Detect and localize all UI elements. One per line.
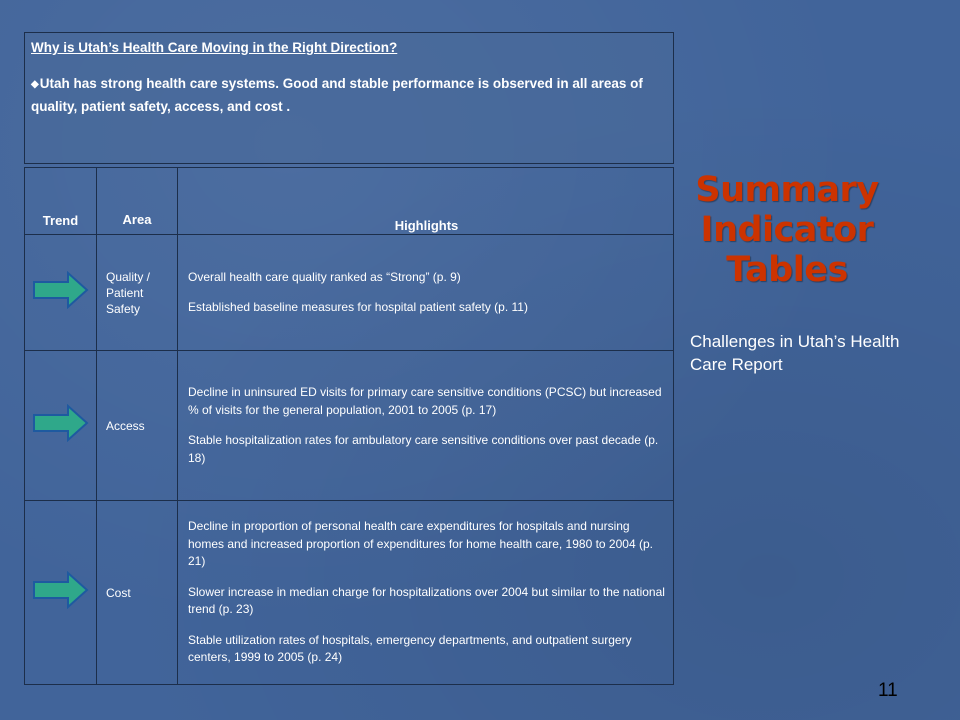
title-line: Indicator [700, 210, 874, 250]
title-line: Tables [726, 250, 848, 290]
trend-cell [25, 501, 97, 685]
highlight-item: Slower increase in median charge for hospitalizations over 2004 but similar to the national trend (p. 23) [188, 584, 665, 617]
slide-subtitle: Challenges in Utah’s Health Care Report [690, 332, 900, 374]
slide-title [692, 170, 882, 290]
table-row [25, 501, 674, 685]
area-cell: Cost [97, 501, 178, 685]
highlight-item: Overall health care quality ranked as “Strong” (p. 9) [188, 269, 461, 284]
highlight-item: Stable hospitalization rates for ambulatory care sensitive conditions over past decade (p. 18) [188, 433, 659, 465]
intro-heading: Why is Utah’s Health Care Moving in the Right Direction? [31, 40, 398, 55]
table-row [25, 235, 674, 351]
trend-cell [25, 235, 97, 351]
page-number: 11 [878, 680, 898, 701]
highlights-cell [178, 235, 674, 351]
diamond-bullet-icon: ◆ [31, 79, 39, 90]
area-cell: Access [97, 351, 178, 501]
right-arrow-icon [32, 404, 89, 442]
highlight-item: Stable utilization rates of hospitals, emergency departments, and outpatient surgery centers, 1999 to 2005 (p. 24) [188, 632, 632, 665]
highlights-cell [178, 351, 674, 501]
highlight-item: Decline in proportion of personal health care expenditures for hospitals and nursing homes and increased proportion of expenditures for home health care, 1980 to 2004 (p. 21) [188, 519, 653, 569]
highlight-item: Established baseline measures for hospital patient safety (p. 11) [188, 300, 528, 314]
intro-body [31, 73, 669, 117]
intro-body-text: Utah has strong health care systems. Good and stable performance is observed in all areas of quality, patient safety, access, and cost . [31, 76, 643, 114]
title-line: Summary [695, 170, 879, 210]
right-arrow-icon [32, 271, 89, 309]
right-arrow-icon [32, 571, 89, 609]
intro-box [24, 32, 674, 164]
highlight-item: Decline in uninsured ED visits for primary care sensitive conditions (PCSC) but increased % of visits for the general population, 2001 to 2005 (p. 17) [188, 385, 662, 417]
area-cell: Quality / Patient Safety [97, 235, 178, 351]
table-row [25, 351, 674, 501]
header-area: Area [97, 168, 178, 235]
header-highlights: Highlights [178, 168, 674, 235]
summary-indicator-table [24, 167, 674, 685]
highlights-cell [178, 501, 674, 685]
table-header-row [25, 168, 674, 235]
header-trend: Trend [25, 168, 97, 235]
trend-cell [25, 351, 97, 501]
